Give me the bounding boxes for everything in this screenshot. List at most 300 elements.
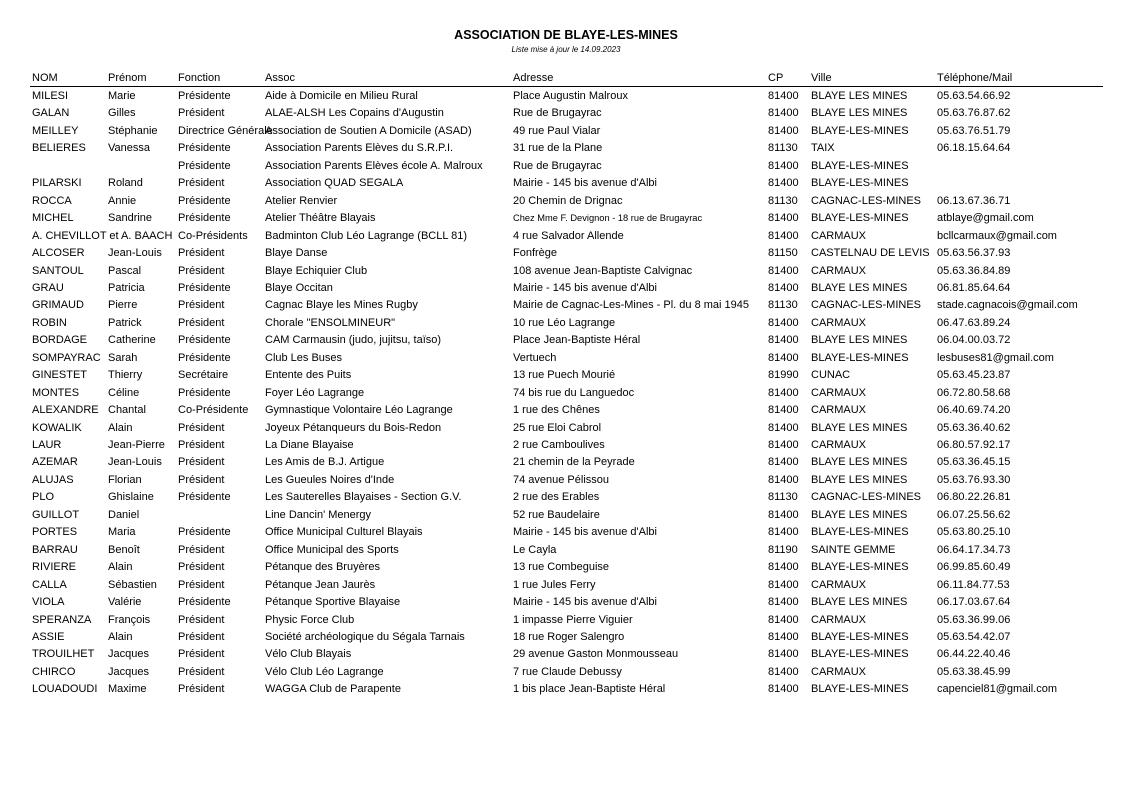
cell-assoc: Blaye Danse: [265, 247, 328, 260]
cell-fonction: Présidente: [178, 159, 231, 172]
cell-cp: 81400: [768, 648, 799, 661]
cell-assoc: Les Gueules Noires d'Inde: [265, 473, 395, 486]
cell-nom: MONTES: [32, 386, 80, 399]
cell-telephone-mail: 06.13.67.36.71: [937, 194, 1011, 207]
cell-prenom: Marie: [108, 90, 136, 102]
cell-prenom: Ghislaine: [108, 491, 154, 504]
cell-nom: KOWALIK: [32, 421, 82, 434]
cell-prenom: Jacques: [108, 648, 149, 661]
cell-fonction: Président: [178, 473, 225, 486]
cell-cp: 81400: [768, 508, 799, 521]
cell-cp: 81400: [768, 177, 799, 190]
cell-nom: LAUR: [32, 439, 62, 451]
cell-fonction: Présidente: [178, 526, 231, 539]
cell-ville: CARMAUX: [811, 439, 867, 451]
table-row: [0, 629, 1122, 647]
cell-adresse: 1 bis place Jean-Baptiste Héral: [513, 683, 666, 696]
cell-nom: VIOLA: [32, 596, 65, 609]
cell-assoc: ALAE-ALSH Les Copains d'Augustin: [265, 107, 444, 120]
cell-cp: 81990: [768, 369, 799, 382]
cell-adresse: Place Jean-Baptiste Héral: [513, 334, 641, 347]
cell-nom: ALEXANDRE: [32, 404, 99, 417]
cell-nom: A. CHEVILLOT et A. BAACH: [32, 229, 173, 242]
cell-adresse: 2 rue Camboulives: [513, 439, 605, 451]
cell-prenom: François: [108, 613, 151, 626]
cell-assoc: Aide à Domicile en Milieu Rural: [265, 90, 418, 102]
cell-telephone-mail: 06.18.15.64.64: [937, 142, 1011, 155]
cell-ville: BLAYE LES MINES: [811, 473, 908, 486]
table-row: [0, 88, 1122, 106]
cell-nom: PORTES: [32, 526, 78, 539]
cell-adresse: 10 rue Léo Lagrange: [513, 316, 616, 329]
cell-assoc: Atelier Renvier: [265, 194, 338, 207]
table-row: [0, 524, 1122, 542]
header-cp: CP: [768, 72, 784, 84]
cell-prenom: Benoît: [108, 543, 140, 556]
cell-ville: BLAYE LES MINES: [811, 456, 908, 469]
cell-ville: CARMAUX: [811, 665, 867, 678]
cell-fonction: Président: [178, 264, 225, 277]
cell-telephone-mail: 05.63.56.37.93: [937, 247, 1011, 260]
cell-telephone-mail: 05.63.76.87.62: [937, 107, 1011, 120]
cell-telephone-mail: 06.40.69.74.20: [937, 404, 1011, 417]
cell-ville: BLAYE-LES-MINES: [811, 526, 909, 539]
cell-ville: BLAYE LES MINES: [811, 596, 908, 609]
cell-adresse: 29 avenue Gaston Monmousseau: [513, 648, 679, 661]
cell-ville: CAGNAC-LES-MINES: [811, 194, 922, 207]
cell-assoc: Pétanque Jean Jaurès: [265, 578, 376, 591]
cell-assoc: Vélo Club Léo Lagrange: [265, 665, 384, 678]
cell-fonction: Président: [178, 177, 225, 190]
cell-nom: TROUILHET: [32, 648, 95, 661]
cell-fonction: Président: [178, 648, 225, 661]
cell-telephone-mail: 06.07.25.56.62: [937, 508, 1011, 521]
table-row: [0, 402, 1122, 420]
cell-cp: 81400: [768, 159, 799, 172]
table-row: [0, 385, 1122, 403]
cell-adresse: Le Cayla: [513, 543, 557, 556]
cell-telephone-mail: 05.63.45.23.87: [937, 369, 1011, 382]
cell-cp: 81400: [768, 334, 799, 347]
cell-cp: 81400: [768, 421, 799, 434]
cell-prenom: Gilles: [108, 107, 136, 120]
cell-ville: BLAYE-LES-MINES: [811, 561, 909, 574]
cell-ville: BLAYE-LES-MINES: [811, 124, 909, 137]
cell-prenom: Alain: [108, 630, 133, 643]
cell-fonction: Co-Présidente: [178, 404, 249, 417]
cell-assoc: Joyeux Pétanqueurs du Bois-Redon: [265, 421, 442, 434]
cell-prenom: Patricia: [108, 281, 145, 294]
cell-fonction: Président: [178, 299, 225, 312]
cell-telephone-mail: capenciel81@gmail.com: [937, 683, 1058, 696]
cell-nom: ASSIE: [32, 630, 65, 643]
cell-fonction: Présidente: [178, 90, 231, 102]
cell-fonction: Président: [178, 316, 225, 329]
cell-telephone-mail: 06.81.85.64.64: [937, 281, 1011, 294]
cell-cp: 81400: [768, 281, 799, 294]
cell-adresse: Place Augustin Malroux: [513, 90, 628, 102]
cell-ville: CARMAUX: [811, 578, 867, 591]
cell-telephone-mail: 05.63.76.51.79: [937, 124, 1011, 137]
cell-nom: PILARSKI: [32, 177, 82, 190]
cell-assoc: Pétanque des Bruyères: [265, 561, 380, 574]
header-telephone: Téléphone/Mail: [937, 72, 1013, 84]
cell-ville: BLAYE-LES-MINES: [811, 683, 909, 696]
cell-fonction: Président: [178, 630, 225, 643]
table-row: [0, 420, 1122, 438]
cell-ville: BLAYE LES MINES: [811, 334, 908, 347]
cell-telephone-mail: 06.80.22.26.81: [937, 491, 1011, 504]
header-divider: [30, 86, 1103, 87]
cell-cp: 81400: [768, 665, 799, 678]
cell-assoc: Office Municipal des Sports: [265, 543, 399, 556]
cell-prenom: Sébastien: [108, 578, 157, 591]
cell-fonction: Directrice Générale: [178, 124, 273, 137]
cell-telephone-mail: 06.04.00.03.72: [937, 334, 1011, 347]
cell-ville: TAIX: [811, 142, 835, 155]
cell-fonction: Secrétaire: [178, 369, 229, 382]
cell-assoc: Les Amis de B.J. Artigue: [265, 456, 385, 469]
table-row: [0, 193, 1122, 211]
cell-telephone-mail: 06.80.57.92.17: [937, 439, 1011, 451]
cell-adresse: 1 rue des Chênes: [513, 404, 600, 417]
cell-nom: MILESI: [32, 90, 69, 102]
table-row: [0, 612, 1122, 630]
cell-ville: CARMAUX: [811, 613, 867, 626]
cell-fonction: Président: [178, 456, 225, 469]
cell-nom: BELIERES: [32, 142, 86, 155]
cell-assoc: Blaye Echiquier Club: [265, 264, 368, 277]
cell-nom: MICHEL: [32, 212, 74, 225]
cell-cp: 81400: [768, 683, 799, 696]
cell-telephone-mail: 06.64.17.34.73: [937, 543, 1011, 556]
cell-telephone-mail: 06.44.22.40.46: [937, 648, 1011, 661]
cell-telephone-mail: 05.63.54.42.07: [937, 630, 1011, 643]
cell-assoc: Vélo Club Blayais: [265, 648, 352, 661]
table-row: [0, 489, 1122, 507]
cell-fonction: Président: [178, 683, 225, 696]
cell-cp: 81130: [768, 194, 798, 207]
cell-cp: 81190: [768, 543, 798, 556]
cell-prenom: Pascal: [108, 264, 142, 277]
cell-adresse: 25 rue Eloi Cabrol: [513, 421, 602, 434]
cell-cp: 81400: [768, 386, 799, 399]
cell-cp: 81400: [768, 596, 799, 609]
cell-prenom: Alain: [108, 421, 133, 434]
cell-assoc: Badminton Club Léo Lagrange (BCLL 81): [265, 229, 468, 242]
cell-prenom: Céline: [108, 386, 140, 399]
cell-telephone-mail: stade.cagnacois@gmail.com: [937, 299, 1078, 312]
cell-assoc: Line Dancin' Menergy: [265, 508, 372, 521]
table-row: [0, 123, 1122, 141]
cell-cp: 81400: [768, 229, 799, 242]
cell-telephone-mail: 05.63.36.84.89: [937, 264, 1011, 277]
cell-fonction: Président: [178, 247, 225, 260]
cell-adresse: Mairie - 145 bis avenue d'Albi: [513, 596, 657, 609]
cell-prenom: Alain: [108, 561, 133, 574]
cell-prenom: Catherine: [108, 334, 156, 347]
cell-nom: ALUJAS: [32, 473, 74, 486]
cell-cp: 81130: [768, 299, 798, 312]
header-nom: NOM: [32, 72, 58, 84]
table-row: [0, 228, 1122, 246]
cell-nom: SPERANZA: [32, 613, 92, 626]
cell-ville: CARMAUX: [811, 316, 867, 329]
table-row: [0, 140, 1122, 158]
cell-cp: 81400: [768, 264, 799, 277]
cell-prenom: Sarah: [108, 351, 138, 364]
cell-nom: ALCOSER: [32, 247, 85, 260]
cell-assoc: Association Parents Elèves école A. Malroux: [265, 159, 483, 172]
cell-prenom: Sandrine: [108, 212, 153, 225]
cell-fonction: Président: [178, 561, 225, 574]
cell-ville: BLAYE LES MINES: [811, 421, 908, 434]
cell-prenom: Pierre: [108, 299, 138, 312]
header-ville: Ville: [811, 72, 832, 84]
table-row: [0, 367, 1122, 385]
cell-nom: PLO: [32, 491, 55, 504]
cell-assoc: Pétanque Sportive Blayaise: [265, 596, 401, 609]
document-title: ASSOCIATION DE BLAYE-LES-MINES: [454, 28, 678, 42]
cell-fonction: Président: [178, 613, 225, 626]
cell-fonction: Présidente: [178, 351, 231, 364]
cell-fonction: Présidente: [178, 194, 231, 207]
cell-telephone-mail: 05.63.36.45.15: [937, 456, 1011, 469]
cell-nom: LOUADOUDI: [32, 683, 98, 696]
table-header: [0, 70, 1122, 88]
cell-cp: 81400: [768, 630, 799, 643]
cell-telephone-mail: 05.63.38.45.99: [937, 665, 1011, 678]
cell-adresse: 18 rue Roger Salengro: [513, 630, 625, 643]
cell-nom: CALLA: [32, 578, 67, 591]
table-row: [0, 594, 1122, 612]
cell-nom: SANTOUL: [32, 264, 84, 277]
cell-assoc: Association QUAD SEGALA: [265, 177, 404, 190]
cell-telephone-mail: 06.11.84.77.53: [937, 578, 1010, 591]
header-fonction: Fonction: [178, 72, 221, 84]
cell-cp: 81130: [768, 491, 798, 504]
cell-ville: CASTELNAU DE LEVIS: [811, 247, 930, 260]
cell-ville: CARMAUX: [811, 386, 867, 399]
cell-cp: 81400: [768, 439, 799, 451]
cell-adresse: Mairie - 145 bis avenue d'Albi: [513, 526, 657, 539]
cell-assoc: Gymnastique Volontaire Léo Lagrange: [265, 404, 453, 417]
cell-assoc: CAM Carmausin (judo, jujitsu, taïso): [265, 334, 442, 347]
cell-assoc: Association Parents Elèves du S.R.P.I.: [265, 142, 454, 155]
cell-adresse: 21 chemin de la Peyrade: [513, 456, 635, 469]
cell-prenom: Patrick: [108, 316, 142, 329]
table-row: [0, 280, 1122, 298]
table-row: [0, 210, 1122, 228]
header-prenom: Prénom: [108, 72, 147, 84]
cell-ville: BLAYE LES MINES: [811, 90, 908, 102]
cell-fonction: Président: [178, 665, 225, 678]
cell-ville: BLAYE LES MINES: [811, 281, 908, 294]
cell-assoc: Physic Force Club: [265, 613, 355, 626]
cell-telephone-mail: 05.63.54.66.92: [937, 90, 1011, 102]
cell-adresse: Chez Mme F. Devignon - 18 rue de Brugayrac: [513, 213, 703, 224]
cell-ville: BLAYE LES MINES: [811, 107, 908, 120]
cell-nom: AZEMAR: [32, 456, 78, 469]
cell-adresse: 2 rue des Erables: [513, 491, 600, 504]
cell-adresse: 1 rue Jules Ferry: [513, 578, 596, 591]
cell-prenom: Maxime: [108, 683, 147, 696]
cell-cp: 81400: [768, 316, 799, 329]
table-row: [0, 158, 1122, 176]
cell-fonction: Président: [178, 107, 225, 120]
cell-assoc: WAGGA Club de Parapente: [265, 683, 401, 696]
cell-prenom: Jean-Pierre: [108, 439, 165, 451]
cell-prenom: Jean-Louis: [108, 247, 162, 260]
cell-cp: 81130: [768, 142, 798, 155]
cell-assoc: Club Les Buses: [265, 351, 343, 364]
table-row: [0, 315, 1122, 333]
table-row: [0, 437, 1122, 455]
table-row: [0, 350, 1122, 368]
cell-adresse: 13 rue Combeguise: [513, 561, 610, 574]
cell-telephone-mail: 05.63.80.25.10: [937, 526, 1011, 539]
document-subtitle: Liste mise à jour le 14.09.2023: [511, 45, 621, 54]
cell-assoc: Association de Soutien A Domicile (ASAD): [265, 124, 472, 137]
cell-fonction: Présidente: [178, 281, 231, 294]
cell-prenom: Annie: [108, 194, 137, 207]
table-row: [0, 577, 1122, 595]
cell-fonction: Présidente: [178, 212, 231, 225]
cell-ville: BLAYE-LES-MINES: [811, 212, 909, 225]
cell-adresse: Mairie de Cagnac-Les-Mines - Pl. du 8 mai 1945: [513, 299, 750, 312]
cell-ville: BLAYE-LES-MINES: [811, 630, 909, 643]
table-row: [0, 472, 1122, 490]
cell-telephone-mail: 05.63.36.99.06: [937, 613, 1011, 626]
cell-telephone-mail: 05.63.36.40.62: [937, 421, 1011, 434]
table-row: [0, 664, 1122, 682]
cell-fonction: Présidente: [178, 334, 231, 347]
cell-nom: RIVIERE: [32, 561, 77, 574]
cell-ville: CARMAUX: [811, 229, 867, 242]
cell-fonction: Co-Présidents: [178, 229, 248, 242]
table-row: [0, 507, 1122, 525]
cell-fonction: Présidente: [178, 596, 231, 609]
cell-prenom: Chantal: [108, 404, 146, 417]
cell-adresse: Mairie - 145 bis avenue d'Albi: [513, 177, 657, 190]
cell-cp: 81400: [768, 561, 799, 574]
table-row: [0, 646, 1122, 664]
cell-assoc: Foyer Léo Lagrange: [265, 386, 365, 399]
cell-assoc: Office Municipal Culturel Blayais: [265, 526, 423, 539]
cell-assoc: Cagnac Blaye les Mines Rugby: [265, 299, 418, 312]
cell-fonction: Président: [178, 421, 225, 434]
cell-assoc: Chorale "ENSOLMINEUR": [265, 316, 396, 329]
cell-cp: 81400: [768, 351, 799, 364]
cell-telephone-mail: 06.17.03.67.64: [937, 596, 1011, 609]
cell-telephone-mail: atblaye@gmail.com: [937, 212, 1034, 225]
cell-adresse: 52 rue Baudelaire: [513, 508, 600, 521]
cell-prenom: Roland: [108, 177, 143, 190]
table-row: [0, 681, 1122, 699]
cell-adresse: 49 rue Paul Vialar: [513, 124, 601, 137]
cell-ville: CARMAUX: [811, 264, 867, 277]
table-row: [0, 297, 1122, 315]
cell-prenom: Jean-Louis: [108, 456, 162, 469]
cell-ville: CUNAC: [811, 369, 851, 382]
cell-nom: SOMPAYRAC: [32, 351, 101, 364]
cell-ville: BLAYE-LES-MINES: [811, 351, 909, 364]
cell-cp: 81400: [768, 404, 799, 417]
cell-ville: BLAYE-LES-MINES: [811, 177, 909, 190]
cell-assoc: La Diane Blayaise: [265, 439, 354, 451]
cell-adresse: 13 rue Puech Mourié: [513, 369, 616, 382]
cell-assoc: Entente des Puits: [265, 369, 352, 382]
cell-adresse: 1 impasse Pierre Viguier: [513, 613, 633, 626]
cell-prenom: Jacques: [108, 665, 149, 678]
cell-assoc: Blaye Occitan: [265, 281, 333, 294]
cell-cp: 81400: [768, 578, 799, 591]
cell-cp: 81400: [768, 107, 799, 120]
cell-nom: ROCCA: [32, 194, 72, 207]
cell-cp: 81400: [768, 613, 799, 626]
cell-nom: GRAU: [32, 281, 64, 294]
cell-fonction: Présidente: [178, 491, 231, 504]
cell-telephone-mail: 06.72.80.58.68: [937, 386, 1011, 399]
table-row: [0, 454, 1122, 472]
cell-prenom: Florian: [108, 473, 142, 486]
cell-fonction: Président: [178, 543, 225, 556]
cell-nom: BARRAU: [32, 543, 78, 556]
cell-cp: 81400: [768, 473, 799, 486]
cell-prenom: Valérie: [108, 596, 142, 609]
cell-adresse: 7 rue Claude Debussy: [513, 665, 622, 678]
cell-ville: CAGNAC-LES-MINES: [811, 299, 922, 312]
cell-prenom: Stéphanie: [108, 124, 158, 137]
cell-adresse: Fonfrège: [513, 247, 558, 260]
cell-ville: CARMAUX: [811, 404, 867, 417]
cell-adresse: 74 avenue Pélissou: [513, 473, 610, 486]
cell-telephone-mail: 05.63.76.93.30: [937, 473, 1011, 486]
cell-telephone-mail: 06.99.85.60.49: [937, 561, 1011, 574]
cell-nom: ROBIN: [32, 316, 67, 329]
cell-fonction: Président: [178, 439, 225, 451]
cell-telephone-mail: 06.47.63.89.24: [937, 316, 1011, 329]
cell-nom: MEILLEY: [32, 124, 79, 137]
cell-adresse: Mairie - 145 bis avenue d'Albi: [513, 281, 657, 294]
table-row: [0, 542, 1122, 560]
cell-telephone-mail: lesbuses81@gmail.com: [937, 351, 1054, 364]
cell-ville: CAGNAC-LES-MINES: [811, 491, 922, 504]
cell-prenom: Vanessa: [108, 142, 150, 155]
cell-assoc: Les Sauterelles Blayaises - Section G.V.: [265, 491, 462, 504]
header-adresse: Adresse: [513, 72, 554, 84]
cell-adresse: Rue de Brugayrac: [513, 159, 602, 172]
cell-adresse: 4 rue Salvador Allende: [513, 229, 624, 242]
cell-adresse: Rue de Brugayrac: [513, 107, 602, 120]
table-row: [0, 332, 1122, 350]
cell-nom: GUILLOT: [32, 508, 80, 521]
cell-ville: BLAYE-LES-MINES: [811, 159, 909, 172]
cell-cp: 81400: [768, 124, 799, 137]
cell-adresse: 31 rue de la Plane: [513, 142, 603, 155]
cell-nom: GALAN: [32, 107, 70, 120]
cell-prenom: Thierry: [108, 369, 143, 382]
table-row: [0, 175, 1122, 193]
cell-ville: BLAYE LES MINES: [811, 508, 908, 521]
cell-adresse: Vertuech: [513, 351, 557, 364]
cell-nom: GRIMAUD: [32, 299, 84, 312]
table-row: [0, 105, 1122, 123]
cell-telephone-mail: bcllcarmaux@gmail.com: [937, 229, 1057, 242]
cell-nom: GINESTET: [32, 369, 88, 382]
cell-prenom: Daniel: [108, 508, 140, 521]
cell-cp: 81400: [768, 456, 799, 469]
